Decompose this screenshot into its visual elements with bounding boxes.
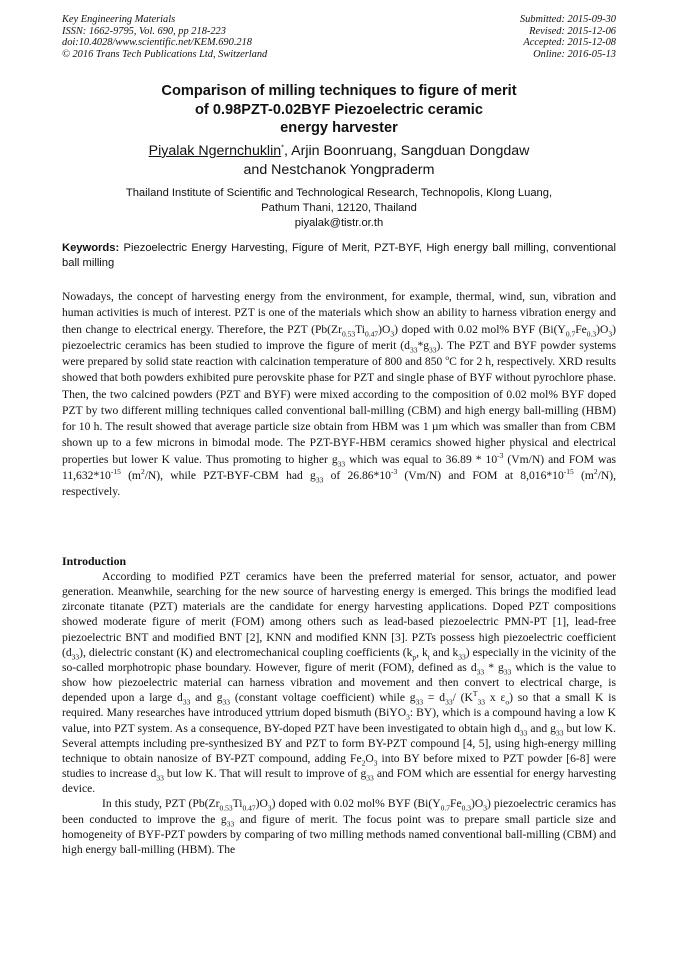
co-authors: , Arjin Boonruang, Sangduan Dongdaw xyxy=(284,143,530,159)
journal-info xyxy=(62,14,267,60)
title-line-1: Comparison of milling techniques to figure of merit xyxy=(161,83,517,99)
affiliation xyxy=(60,186,618,232)
doi-line[interactable]: doi:10.4028/www.scientific.net/KEM.690.218 xyxy=(62,37,252,49)
abstract: Nowadays, the concept of harvesting energy from the environment, for example, thermal, wind, sun, vibration and human activities is much of interest. PZT is one of the materials which show an ability to harness vibration energy and then change to electrical energy. Therefore, the PZT $(Pb(Zr_{0.53}Ti_{0.47})O_3)$ doped with 0.02 mol% BYF $(Bi(Y_{0.7}Fe_{0.3})O_3)$ piezoelectric ceramics has been studied to improve the figure of merit $(d_{33}*g_{33})$. The PZT and BYF powder systems were prepared by solid state reaction with calcination temperature of 800 and 850 $^o$C for 2 h, respectively. XRD results showed that both powders exhibited pure perovskite phase for PZT and single phase of BYF without pyrochlore phase. Then, the two calcined powders (PZT and BYF) were mixed according to the composition of 0.02 mol% BYF doped PZT by two different milling techniques called conventional ball-milling (CBM) and high energy ball-milling (HBM) for 10 h. The result showed that average particle size obtain from HBM was 1 µm which was smaller than from CBM shown up to a few microns in bimodal mode. The PZT-BYF-HBM ceramics showed higher physical and electrical properties but lower K value. Thus promoting to higher $g_{33}$ which was equal to $36.89 * 10^{-3}$ (Vm/N) and FOM was $11,632*10^{-15}$ $(m^2/N)$, while PZT-BYF-CBM had $g_{33}$ of $26.86*10^{-3}$ (Vm/N) and FOM at $8,016*10^{-15}$ $(m^2/N)$, respectively. xyxy=(62,290,617,498)
accepted-date: Accepted: 2015-12-08 xyxy=(523,37,616,49)
revised-date: Revised: 2015-12-06 xyxy=(529,25,616,37)
title-line-2: of 0.98PZT-0.02BYF Piezoelectric ceramic xyxy=(195,101,483,118)
submission-dates xyxy=(520,14,616,60)
introduction-body xyxy=(62,569,616,857)
keywords xyxy=(62,241,616,272)
submitted-date: Submitted: 2015-09-30 xyxy=(519,14,616,25)
paper-title xyxy=(60,82,618,138)
author-list xyxy=(60,142,618,179)
affiliation-line-1: Thailand Institute of Scientific and Technological Research, Technopolis, Klong Luang, xyxy=(125,187,553,199)
corresponding-author: Piyalak Ngernchuklin xyxy=(148,143,282,159)
corresponding-mark: * xyxy=(281,142,285,152)
issn-line: ISSN: 1662-9795, Vol. 690, pp 218-223 xyxy=(62,25,226,37)
copyright-line: © 2016 Trans Tech Publications Ltd, Switzerland xyxy=(62,48,268,60)
intro-paragraph-2: In this study, PZT $(Pb(Zr_{0.53}Ti_{0.47})O_3)$ doped with 0.02 mol% BYF $(Bi(Y_{0.7}Fe_{0.3})O_3)$ piezoelectric ceramics has been conducted to improve the $g_{33}$ and figure of merit. The focus point was to prepare small particle size and homogeneity of BYF-PZT powders by comparing of two milling methods named conventional ball-milling (CBM) and high energy ball-milling (HBM). The xyxy=(62,797,617,856)
affiliation-line-2: Pathum Thani, 12120, Thailand xyxy=(261,202,417,215)
keywords-label: Keywords: xyxy=(62,242,120,254)
co-authors-line-2: and Nestchanok Yongpraderm xyxy=(243,161,435,178)
title-line-3: energy harvester xyxy=(280,120,398,136)
keywords-text: Piezoelectric Energy Harvesting, Figure of Merit, PZT-BYF, High energy ball milling, conventional ball milling xyxy=(62,242,616,270)
online-date: Online: 2016-05-13 xyxy=(533,48,616,60)
author-email[interactable]: piyalak@tistr.or.th xyxy=(294,217,384,230)
section-heading-introduction: Introduction xyxy=(62,554,127,568)
journal-name: Key Engineering Materials xyxy=(62,14,176,25)
intro-paragraph-1: According to modified PZT ceramics have been the preferred material for sensor, actuator, and power generation. Meanwhile, searching for the new source of harvesting energy is emerged. This brings the modified lead zirconate titanate (PZT) materials are the candidate for energy harvesting applications. Doped PZT compositions showed moderate figure of merit (FOM) among others such as lead-based piezoelectric PMN-PT [1], lead-free piezoelectric BNT and modified BNT [2], KNN and modified KNN [3]. PZTs possess high piezoelectric coefficient $(d_{33})$, dielectric constant (K) and electromechanical coupling coefficients ($k_p$, $k_t$ and $k_{33}$) especially in the vicinity of the so-called morphotropic phase boundary. However, figure of merit (FOM), defined as $d_{33} * g_{33}$ which is the value to show how piezoelectric material can harness vibration and movement and then convert to electrical charge, is depended upon a large $d_{33}$ and $g_{33}$ (constant voltage coefficient) while $g_{33} = d_{33}/$ ($K^T_{33}$ x $\varepsilon_o$) so that a small K is required. Many researches have introduced yttrium doped bismuth (BiYO$_3$: BY), which is a compound having a low K value, into PZT system. As a consequence, BY-doped PZT have been investigated to obtain high $d_{33}$ and $g_{33}$ but low K. Several attempts including pre-synthesized BY and PZT to form BY-PZT compound [4, 5], using high-energy milling technique to obtain nanosize of BY-PZT compound, adding $Fe_2O_3$ into BY before mixed to PZT powder [6-8] were studies to increase $d_{33}$ but low K. That will result to improve of $g_{33}$ and FOM which are essential for energy harvesting device. xyxy=(62,570,617,796)
